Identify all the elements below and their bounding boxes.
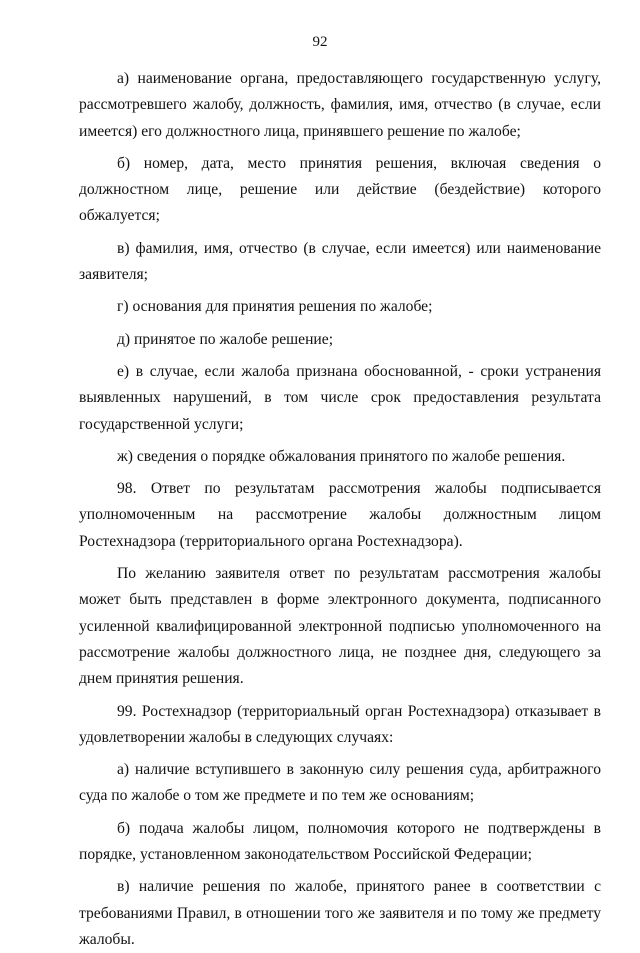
- paragraph-item-a: а) наименование органа, предоставляющего государственную услугу, рассмотревшего жалобу, должность, фамилия, имя, отчество (в случае, если имеется) его должностного лица, принявшего решение по жалобе;: [79, 70, 601, 140]
- paragraph-item-g: г) основания для принятия решения по жалобе;: [117, 298, 433, 316]
- document-body: [79, 66, 601, 953]
- paragraph-refusal-v: в) наличие решения по жалобе, принятого ранее в соответствии с требованиями Правил, в отношении того же заявителя и по тому же предмету жалобы.: [79, 878, 601, 948]
- paragraph-electronic-response: По желанию заявителя ответ по результатам рассмотрения жалобы может быть представлен в форме электронного документа, подписанного усиленной квалифицированной электронной подписью уполномоченного на рассмотрение жалобы должностного лица, не позднее дня, следующего за днем принятия решения.: [79, 565, 601, 688]
- paragraph-item-b: б) номер, дата, место принятия решения, включая сведения о должностном лице, решение или действие (бездействие) которого обжалуется;: [79, 154, 601, 225]
- paragraph-99: 99. Ростехнадзор (территориальный орган Ростехнадзора) отказывает в удовлетворении жалобы в следующих случаях:: [79, 702, 601, 746]
- paragraph-item-d: д) принятое по жалобе решение;: [117, 330, 334, 348]
- paragraph-refusal-a: а) наличие вступившего в законную силу решения суда, арбитражного суда по жалобе о том же предмете и по тем же основаниям;: [79, 761, 601, 805]
- paragraph-item-v: в) фамилия, имя, отчество (в случае, если имеется) или наименование заявителя;: [79, 239, 601, 284]
- page-number: 92: [312, 34, 328, 50]
- paragraph-item-e: е) в случае, если жалоба признана обоснованной, - сроки устранения выявленных нарушений, в том числе срок предоставления результата государственной услуги;: [79, 362, 601, 433]
- paragraph-refusal-b: б) подача жалобы лицом, полномочия которого не подтверждены в порядке, установленном законодательством Российской Федерации;: [79, 819, 601, 864]
- paragraph-98: 98. Ответ по результатам рассмотрения жалобы подписывается уполномоченным на рассмотрение жалобы должностным лицом Ростехнадзора (территориального органа Ростехнадзора).: [79, 480, 601, 550]
- paragraph-item-zh: ж) сведения о порядке обжалования принятого по жалобе решения.: [117, 447, 566, 465]
